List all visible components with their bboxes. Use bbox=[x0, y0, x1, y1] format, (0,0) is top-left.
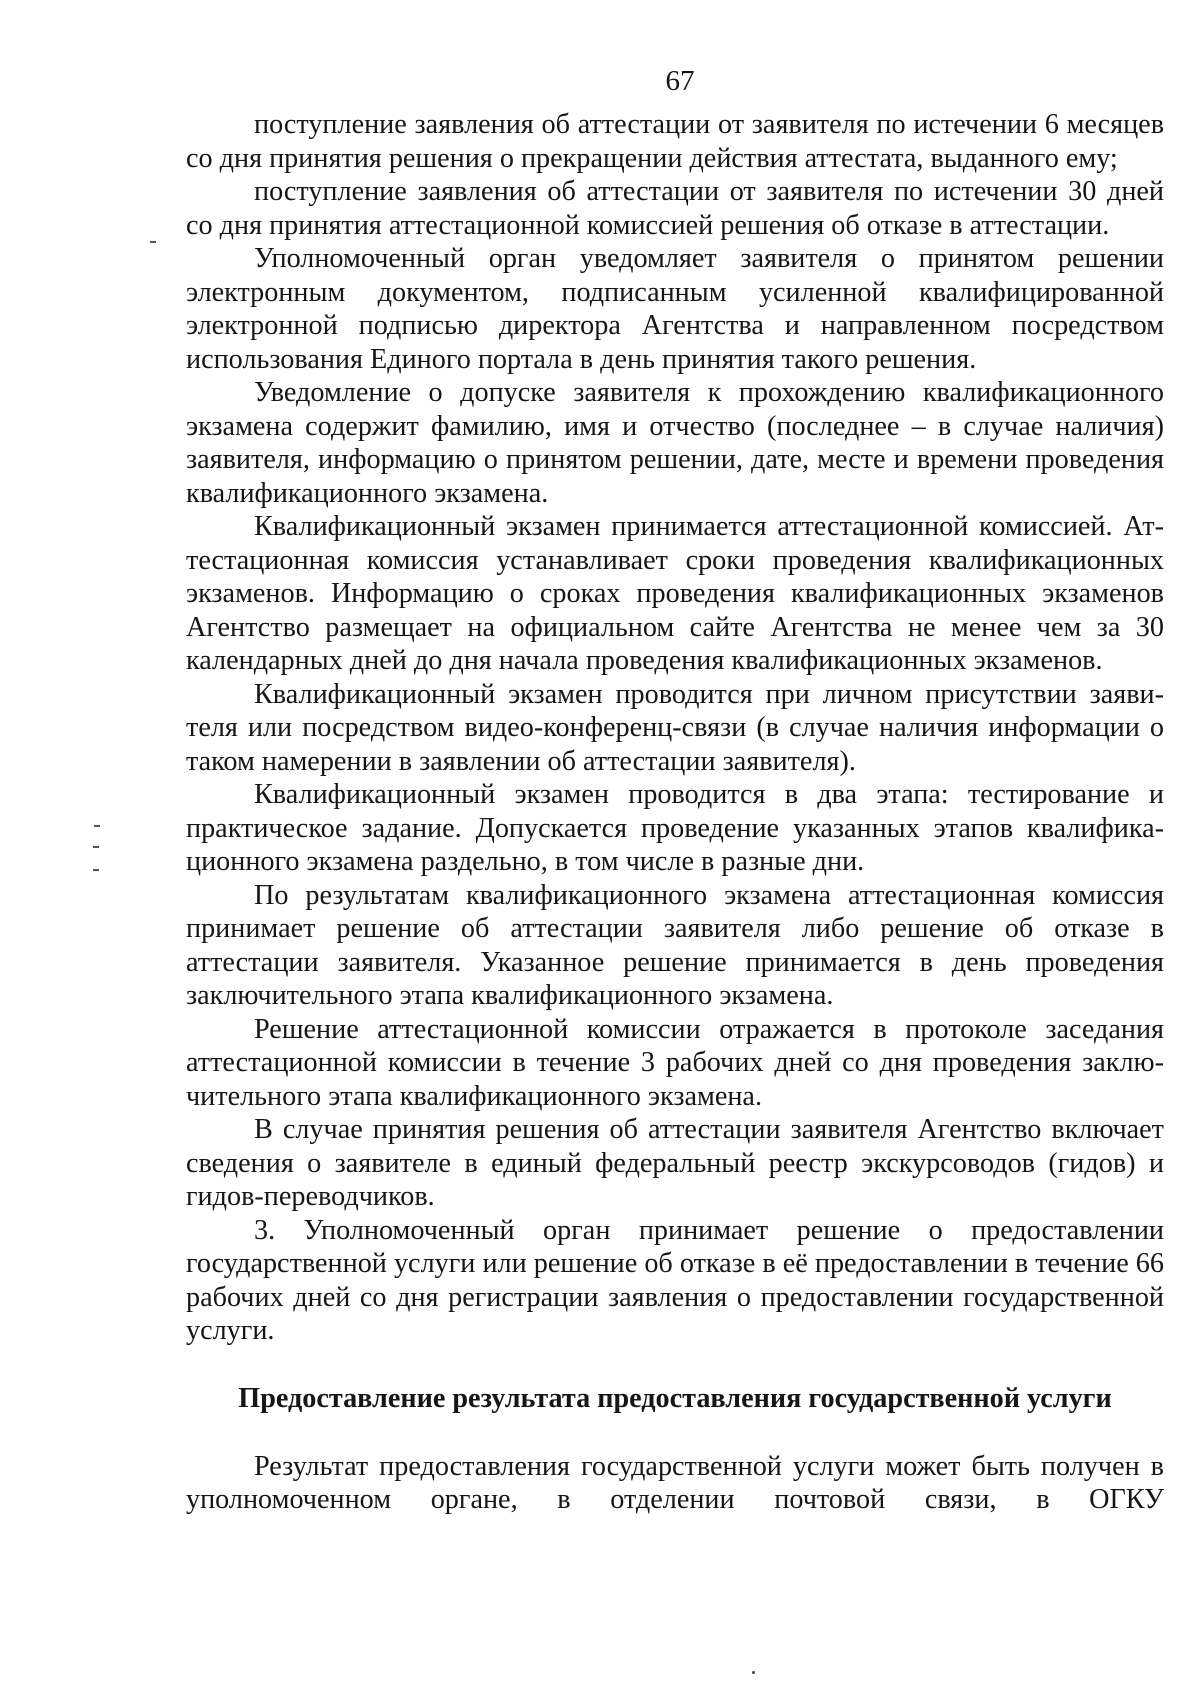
paragraph-1: поступление заявления об аттестации от заявителя по истечении 6 месяцев со дня принятия решения о прекращении действия аттестата, выданного ему; bbox=[186, 109, 1164, 174]
margin-mark bbox=[93, 846, 99, 848]
paragraph-11: 3. Уполномоченный орган принимает решение о предоставлении государственной услуги или решение об отказе в её предоставлении в течение 66 рабочих дней со дня регистрации заявления о предоставлении государственной услуги. bbox=[186, 1214, 1164, 1346]
scan-dot bbox=[752, 1671, 755, 1674]
margin-mark bbox=[150, 241, 156, 243]
paragraph-6: Квалификационный экзамен проводится при личном присутствии заявителя или посредством видео-конференц-связи (в случае наличия информации о таком намерении в заявлении об аттестации заявителя). bbox=[186, 678, 1164, 777]
paragraph-7: Квалификационный экзамен проводится в два этапа: тестирование и практическое задание. Допускается проведение указанных этапов квалификационного экзамена раздельно, в том числе в разные дни. bbox=[186, 779, 1164, 877]
paragraph-9: Решение аттестационной комиссии отражается в протоколе заседания аттестационной комиссии в течение 3 рабочих дней со дня проведения заключительного этапа квалификационного экзамена. bbox=[186, 1013, 1164, 1112]
margin-mark bbox=[94, 825, 100, 827]
paragraph-10: В случае принятия решения об аттестации заявителя Агентство включает сведения о заявителе в единый федеральный реестр экскурсоводов (гидов) и гидов-переводчиков. bbox=[186, 1114, 1164, 1212]
paragraph-4: Уведомление о допуске заявителя к прохождению квалификационного экзамена содержит фамилию, имя и отчество (последнее – в случае наличия) заявителя, информацию о принятом решении, дате, месте и времени проведения квалификационного экзамена. bbox=[186, 377, 1164, 509]
paragraph-3: Уполномоченный орган уведомляет заявителя о принятом решении электронным документом, подписанным усиленной квалифицированной электронной подписью директора Агентства и направленном посредством использования Единого портала в день принятия такого решения. bbox=[186, 243, 1164, 375]
margin-mark bbox=[93, 869, 99, 871]
section-paragraph: Результат предоставления государственной услуги может быть получен в уполномоченном органе, в отделении почтовой связи, в ОГКУ bbox=[186, 1450, 1164, 1515]
page-number: 67 bbox=[665, 65, 695, 97]
paragraph-8: По результатам квалификационного экзамена аттестационная комиссия принимает решение об аттестации заявителя либо решение об отказе в аттестации заявителя. Указанное решение принимается в день проведения заключительного этапа квалификационного экзамена. bbox=[186, 879, 1164, 1011]
paragraph-2: поступление заявления об аттестации от заявителя по истечении 30 дней со дня принятия аттестационной комиссией решения об отказе в аттестации. bbox=[186, 176, 1164, 241]
document-body bbox=[186, 108, 1164, 1517]
section-heading: Предоставление результата предоставления государственной услуги bbox=[238, 1382, 1112, 1414]
paragraph-5: Квалификационный экзамен принимается аттестационной комиссией. Аттестационная комиссия устанавливает сроки проведения квалификационных экзаменов. Информацию о сроках проведения квалификационных экзаменов Агентство размещает на официальном сайте Агентства не менее чем за 30 календарных дней до дня начала проведения квалификационных экзаменов. bbox=[186, 511, 1164, 676]
